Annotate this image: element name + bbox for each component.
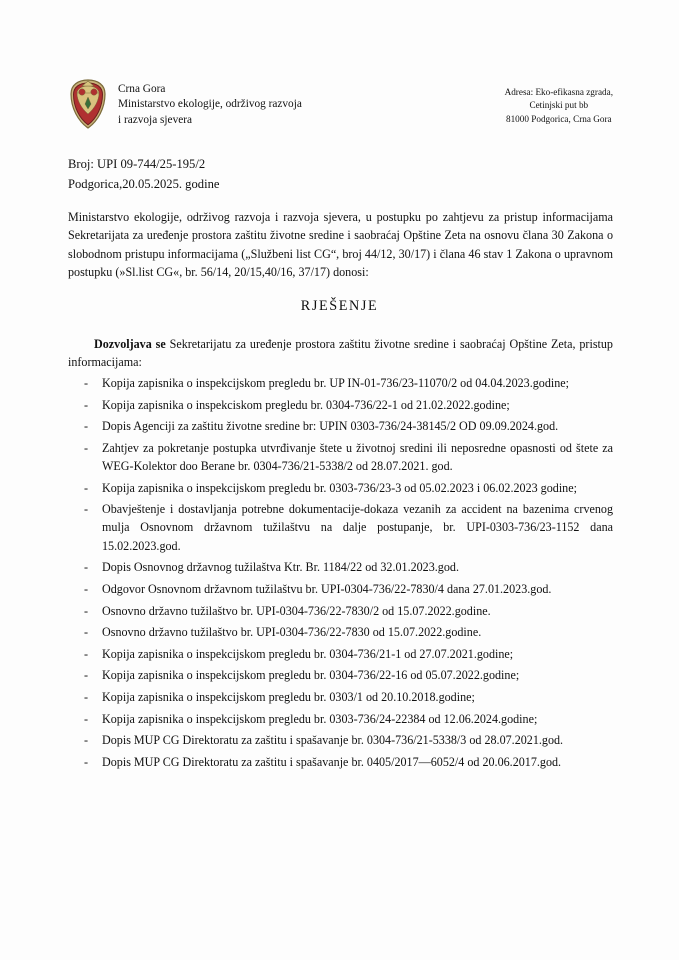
org-line-ministry: Ministarstvo ekologije, održivog razvoja bbox=[118, 98, 302, 111]
list-item bbox=[68, 645, 613, 663]
grant-paragraph bbox=[68, 335, 613, 372]
list-item bbox=[68, 688, 613, 706]
address-line-2: Cetinjski put bb bbox=[529, 100, 589, 111]
list-marker: - bbox=[84, 502, 89, 517]
list-item bbox=[68, 558, 613, 576]
list-item bbox=[68, 710, 613, 728]
list-marker: - bbox=[84, 733, 89, 748]
document-title: RJEŠENJE bbox=[300, 298, 379, 314]
list-item bbox=[68, 479, 613, 497]
list-marker: - bbox=[84, 646, 89, 661]
list-item bbox=[68, 731, 613, 749]
list-marker: - bbox=[84, 581, 89, 596]
intro-paragraph: Ministarstvo ekologije, održivog razvoja i razvoja sjevera, u postupku po zahtjevu za pristup informacijama Sekretarijata za uređenje prostora zaštitu životne sredine i saobraćaj Opštine Zeta na osnovu člana 30 Zakona o slobodnom pristupu informacijama („Službeni list CG“, broj 44/12, 30/17) i člana 46 stav 1 Zakona o upravnom postupku (»Sl.list CG«, br. 56/14, 20/15,40/16, 37/17) donosi: bbox=[68, 210, 613, 280]
list-item bbox=[68, 417, 613, 435]
list-item-text: Osnovno državno tužilaštvo br. UPI-0304-736/22-7830 od 15.07.2022.godine. bbox=[102, 625, 482, 640]
list-marker: - bbox=[84, 397, 89, 412]
list-item-text: Osnovno državno tužilaštvo br. UPI-0304-736/22-7830/2 od 15.07.2022.godine. bbox=[102, 603, 491, 618]
organization-block bbox=[118, 78, 302, 128]
list-marker: - bbox=[84, 755, 89, 770]
list-item-text: Kopija zapisnika o inspekcijskom pregledu br. 0303-736/24-22384 od 12.06.2024.godine; bbox=[102, 711, 538, 726]
list-marker: - bbox=[84, 419, 89, 434]
list-item-text: Kopija zapisnika o inspekcijskom pregledu br. 0303/1 od 20.10.2018.godine; bbox=[102, 690, 475, 705]
list-marker: - bbox=[84, 603, 89, 618]
list-marker: - bbox=[84, 690, 89, 705]
list-item-text: Dopis Agenciji za zaštitu životne sredine br: UPIN 0303-736/24-38145/2 OD 09.09.2024.god. bbox=[102, 419, 559, 434]
list-item-text: Kopija zapisnika o inspekcijskom pregledu br. 0304-736/22-16 od 05.07.2022.godine; bbox=[102, 668, 520, 683]
list-item-text: Kopija zapisnika o inspekciskom pregledu br. 0304-736/22-1 od 21.02.2022.godine; bbox=[102, 397, 510, 412]
list-item bbox=[68, 580, 613, 598]
list-marker: - bbox=[84, 711, 89, 726]
list-marker: - bbox=[84, 560, 89, 575]
list-item bbox=[68, 500, 613, 554]
list-item bbox=[68, 602, 613, 620]
document-number: Broj: UPI 09-744/25-195/2 bbox=[68, 157, 206, 171]
list-item bbox=[68, 439, 613, 475]
list-item bbox=[68, 666, 613, 684]
org-line-country: Crna Gora bbox=[118, 83, 166, 95]
reference-block bbox=[68, 155, 219, 194]
list-item bbox=[68, 623, 613, 641]
list-item-text: Dopis Osnovnog državnog tužilaštva Ktr. Br. 1184/22 od 32.01.2023.god. bbox=[102, 560, 459, 575]
list-item-text: Odgovor Osnovnom državnom tužilaštvu br. UPI-0304-736/22-7830/4 dana 27.01.2023.god. bbox=[102, 581, 552, 596]
information-list bbox=[68, 374, 613, 775]
list-marker: - bbox=[84, 376, 89, 390]
list-marker: - bbox=[84, 668, 89, 683]
address-block bbox=[505, 78, 613, 126]
list-item-text: Kopija zapisnika o inspekcijskom pregledu br. 0303-736/23-3 od 05.02.2023 i 06.02.2023 godine; bbox=[102, 480, 577, 495]
list-item-text: Dopis MUP CG Direktoratu za zaštitu i spašavanje br. 0405/2017—6052/4 od 20.06.2017.god. bbox=[102, 755, 562, 770]
address-line-1: Adresa: Eko-efikasna zgrada, bbox=[504, 87, 613, 97]
list-item-text: Kopija zapisnika o inspekcijskom pregledu br. 0304-736/21-1 od 27.07.2021.godine; bbox=[102, 646, 514, 661]
list-marker: - bbox=[84, 440, 89, 455]
list-item bbox=[68, 396, 613, 414]
org-line-ministry-cont: i razvoja sjevera bbox=[118, 113, 193, 126]
grant-rest: Sekretarijatu za uređenje prostora zaštitu životne sredine i saobraćaj Opštine Zeta, pristup informacijama: bbox=[68, 337, 613, 370]
list-item-text: Obavještenje i dostavljanja potrebne dokumentacije-dokaza vezanih za accident na bazenima crvenog mulja Osnovnom državnom tužilaštvu na dalje postupanje, br. UPI-0303-736/23-1152 dana 15.02.2023.god. bbox=[102, 502, 613, 553]
letterhead bbox=[68, 78, 613, 130]
grant-lead: Dozvoljava se bbox=[94, 337, 166, 351]
list-marker: - bbox=[84, 480, 89, 495]
place-and-date: Podgorica,20.05.2025. godine bbox=[68, 176, 220, 191]
list-item bbox=[68, 753, 613, 771]
list-item-text: Dopis MUP CG Direktoratu za zaštitu i spašavanje br. 0304-736/21-5338/3 od 28.07.2021.god. bbox=[102, 733, 564, 748]
list-item-text: Zahtjev za pokretanje postupka utvrđivanje štete u životnoj sredini ili neposredne opasnosti od štete za WEG-Kolektor doo Berane br. 0304-736/21-5338/2 od 28.07.2021. god. bbox=[102, 440, 613, 474]
address-line-3: 81000 Podgorica, Crna Gora bbox=[505, 113, 612, 124]
montenegro-coat-of-arms-icon bbox=[68, 78, 108, 130]
list-item-text: Kopija zapisnika o inspekcijskom pregledu br. UP IN-01-736/23-11070/2 od 04.04.2023.godine; bbox=[102, 376, 570, 390]
list-marker: - bbox=[84, 625, 89, 640]
list-item bbox=[68, 374, 613, 392]
